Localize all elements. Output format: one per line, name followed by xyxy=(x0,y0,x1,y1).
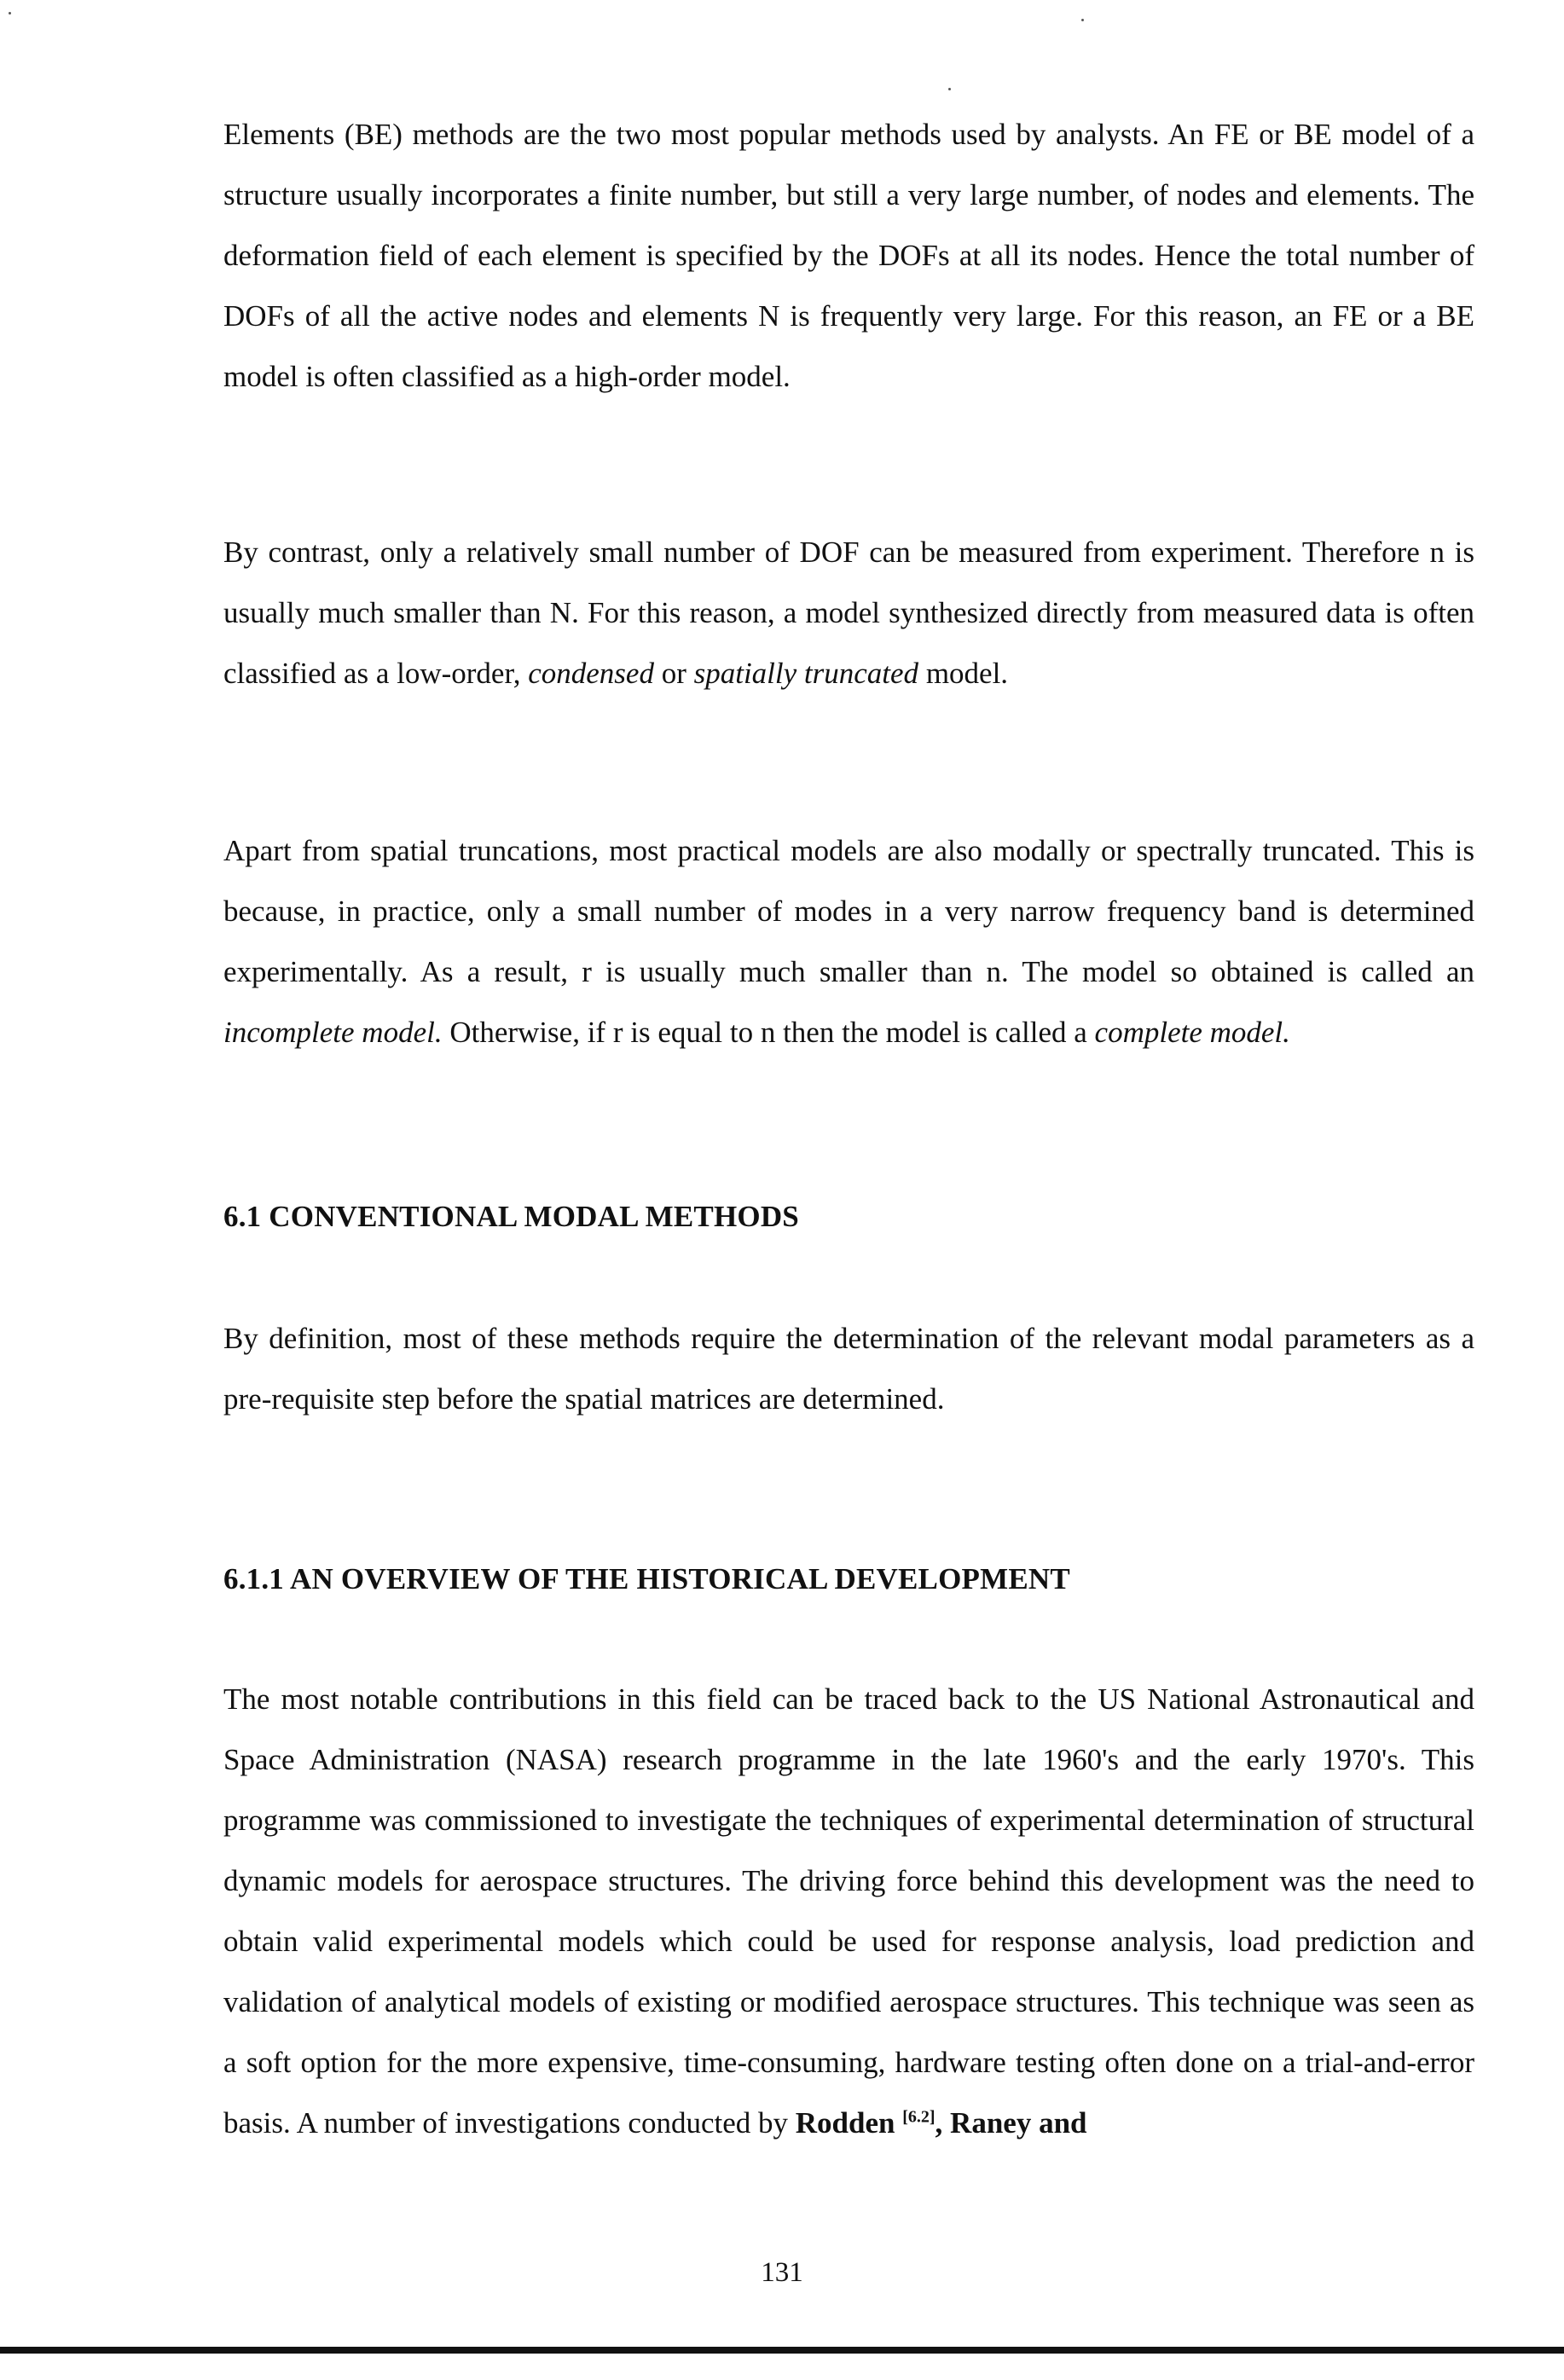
paragraph-text: Elements (BE) methods are the two most popular methods used by analysts. An FE or BE model of a structure usually incorporates a finite number, but still a very large number, of nodes and elements. The deformation field of each element is specified by the DOFs at all its nodes. Hence the total number of DOFs of all the active nodes and elements N is frequently very large. For this reason, an FE or a BE model is often classified as a high-order model. xyxy=(223,118,1474,393)
paragraph-truncation xyxy=(223,820,1474,1063)
paragraph-text xyxy=(223,820,1474,1063)
paragraph-history xyxy=(223,1669,1474,2153)
citation-ref: [6.2] xyxy=(902,2107,936,2127)
scan-speck xyxy=(9,12,11,14)
italic-term: complete model. xyxy=(1094,1016,1290,1049)
bottom-border-line xyxy=(0,2347,1564,2354)
author-name: Rodden xyxy=(795,2106,895,2140)
text-run: or xyxy=(661,657,686,690)
page-number: 131 xyxy=(761,2257,803,2288)
subsection-heading: 6.1.1 AN OVERVIEW OF THE HISTORICAL DEVELOPMENT xyxy=(223,1562,1070,1595)
paragraph-text: By definition, most of these methods require the determination of the relevant modal parameters as a pre-requisite step before the spatial matrices are determined. xyxy=(223,1322,1474,1416)
paragraph-text xyxy=(223,522,1474,704)
italic-term: incomplete model. xyxy=(223,1016,443,1049)
italic-term: spatially truncated xyxy=(693,657,919,690)
italic-term: condensed xyxy=(528,657,654,690)
paragraph-intro xyxy=(223,104,1474,407)
text-run: Apart from spatial truncations, most practical models are also modally or spectrally truncated. This is because, in practice, only a small number of modes in a very narrow frequency band is determined experimentally. As a result, r is usually much smaller than n. The model so obtained is called an xyxy=(223,834,1474,988)
paragraph-contrast xyxy=(223,522,1474,704)
scan-speck xyxy=(948,88,951,90)
text-run: By contrast, only a relatively small number of DOF can be measured from experiment. Therefore n is usually much smaller than N. For this reason, a model synthesized directly from measured data is often classified as a low-order, xyxy=(223,536,1474,690)
text-run: model. xyxy=(925,657,1009,690)
author-name: , Raney and xyxy=(935,2106,1087,2140)
section-heading: 6.1 CONVENTIONAL MODAL METHODS xyxy=(223,1200,799,1233)
text-run: The most notable contributions in this field can be traced back to the US National Astronautical and Space Administration (NASA) research programme in the late 1960's and the early 1970's. This programme was commissioned to investigate the techniques of experimental determination of structural dynamic models for aerospace structures. The driving force behind this development was the need to obtain valid experimental models which could be used for response analysis, load prediction and validation of analytical models of existing or modified aerospace structures. This technique was seen as a soft option for the more expensive, time-consuming, hardware testing often done on a trial-and-error basis. A number of investigations conducted by xyxy=(223,1682,1474,2140)
paragraph-text xyxy=(223,1669,1474,2153)
scan-speck xyxy=(1081,19,1084,21)
text-run: Otherwise, if r is equal to n then the model is called a xyxy=(449,1016,1087,1049)
paragraph-definition xyxy=(223,1308,1474,1429)
